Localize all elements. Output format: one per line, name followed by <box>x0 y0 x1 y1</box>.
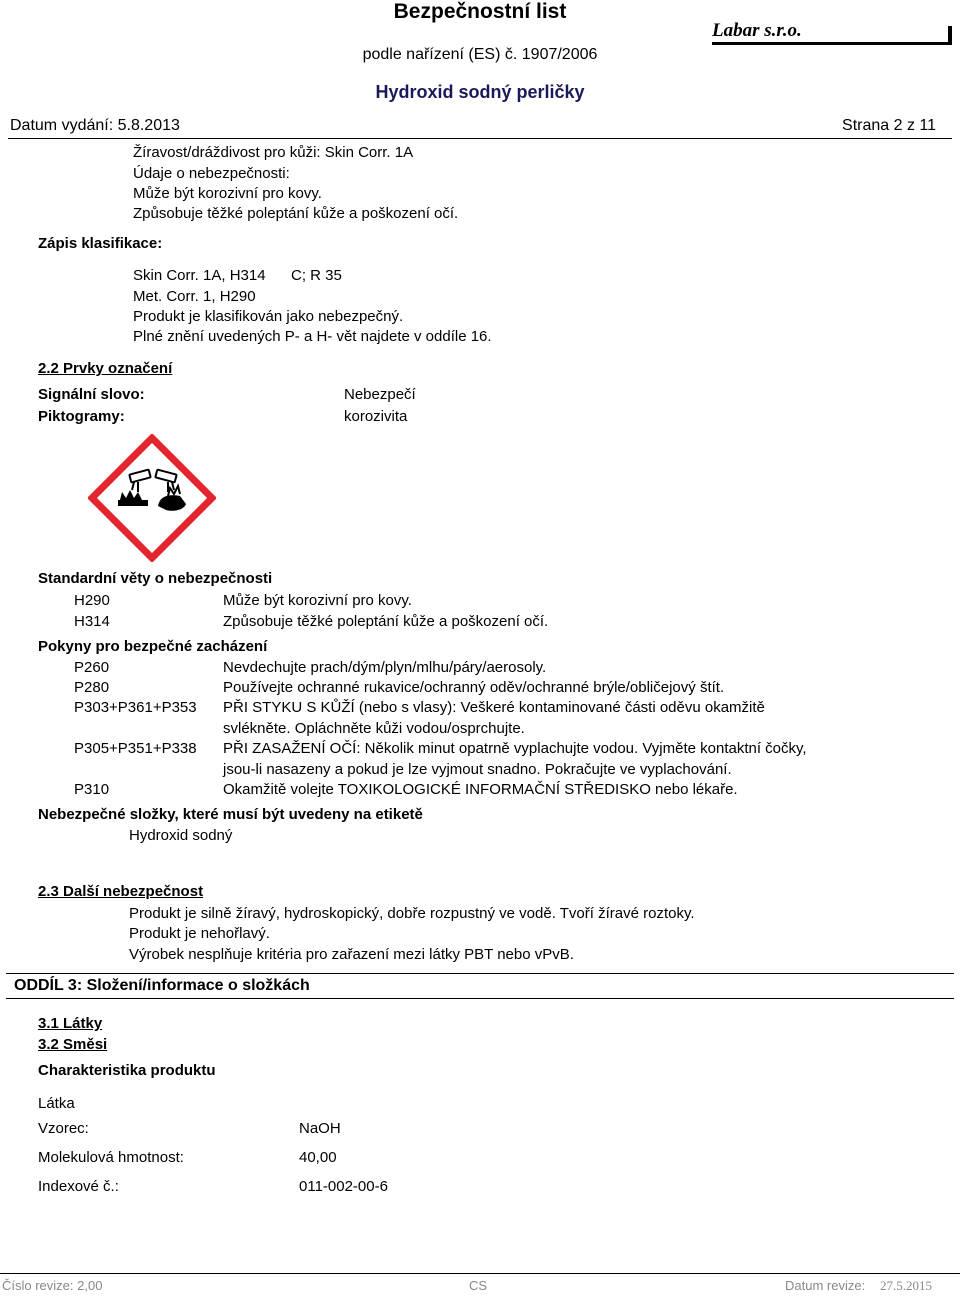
precautionary-code: P260 <box>74 659 110 676</box>
signal-word-label: Signální slovo: <box>38 386 145 403</box>
header-divider <box>8 138 952 139</box>
corrosion-pictogram-icon <box>88 434 216 562</box>
revision-number: Číslo revize: 2,00 <box>2 1278 103 1293</box>
label-components-heading: Nebezpečné složky, které musí být uvedeny na etiketě <box>38 806 423 823</box>
other-hazards-line: Výrobek nesplňuje kritéria pro zařazení mezi látky PBT nebo vPvB. <box>129 946 574 963</box>
regulation-reference: podle nařízení (ES) č. 1907/2006 <box>362 46 598 63</box>
molecular-weight-label: Molekulová hmotnost: <box>38 1149 184 1166</box>
hazard-code: H314 <box>74 613 110 630</box>
product-name: Hydroxid sodný perličky <box>375 82 585 102</box>
precautionary-text: Používejte ochranné rukavice/ochranný oděv/ochranné brýle/obličejový štít. <box>223 679 725 696</box>
precautionary-text: Nevdechujte prach/dým/plyn/mlhu/páry/aerosoly. <box>223 659 547 676</box>
section-heading-other-hazards: 2.3 Další nebezpečnost <box>38 883 204 900</box>
formula-value: NaOH <box>299 1120 341 1137</box>
issue-date: Datum vydání: 5.8.2013 <box>10 117 180 134</box>
classification-line: Plné znění uvedených P- a H- vět najdete v oddíle 16. <box>133 328 492 345</box>
revision-date-label: Datum revize: <box>785 1278 866 1293</box>
document-title: Bezpečnostní list <box>393 0 567 23</box>
hazard-text: Může být korozivní pro kovy. <box>223 592 412 609</box>
section-heading-label-elements: 2.2 Prvky označení <box>38 360 173 377</box>
subsection-mixtures: 3.2 Směsi <box>38 1036 108 1053</box>
precautionary-text-continued: jsou-li nasazeny a pokud je lze vyjmout snadno. Pokračujte ve vyplachování. <box>223 761 732 778</box>
pictogram-label: Piktogramy: <box>38 408 125 425</box>
classification-line: Produkt je klasifikován jako nebezpečný. <box>133 308 404 325</box>
subsection-substances: 3.1 Látky <box>38 1015 103 1032</box>
section3-title: ODDÍL 3: Složení/informace o složkách <box>14 977 310 994</box>
molecular-weight-value: 40,00 <box>299 1149 337 1166</box>
label-component-name: Hydroxid sodný <box>129 827 233 844</box>
header-rule <box>712 42 952 45</box>
precautionary-text: PŘI STYKU S KŮŽÍ (nebo s vlasy): Veškeré kontaminované části oděvu okamžitě <box>223 699 765 716</box>
precautionary-text: Okamžitě volejte TOXIKOLOGICKÉ INFORMAČNÍ STŘEDISKO nebo lékaře. <box>223 781 738 798</box>
precautionary-text: PŘI ZASAŽENÍ OČÍ: Několik minut opatrně vyplachujte vodou. Vyjměte kontaktní čočky, <box>223 740 807 757</box>
signal-word-value: Nebezpečí <box>344 386 416 403</box>
classification-ghs: Skin Corr. 1A, H314 <box>133 267 266 284</box>
hazard-code: H290 <box>74 592 110 609</box>
page-number: Strana 2 z 11 <box>842 117 936 134</box>
header-rule-end <box>948 26 952 45</box>
revision-date: 27.5.2015 <box>880 1278 932 1293</box>
index-number-label: Indexové č.: <box>38 1178 119 1195</box>
precautionary-heading: Pokyny pro bezpečné zacházení <box>38 638 268 655</box>
classification-line: Met. Corr. 1, H290 <box>133 288 256 305</box>
hazard-info-line: Způsobuje těžké poleptání kůže a poškození očí. <box>133 205 459 222</box>
precautionary-code: P303+P361+P353 <box>74 699 197 716</box>
language-code: CS <box>469 1278 488 1293</box>
substance-label: Látka <box>38 1095 75 1112</box>
hazard-info-line: Údaje o nebezpečnosti: <box>133 165 290 182</box>
classification-dsd: C; R 35 <box>291 267 342 284</box>
hazard-info-line: Žíravost/dráždivost pro kůži: Skin Corr. 1A <box>133 144 414 161</box>
classification-label: Zápis klasifikace: <box>38 235 163 252</box>
hazard-statements-heading: Standardní věty o nebezpečnosti <box>38 570 273 587</box>
company-name: Labar s.r.o. <box>712 20 802 41</box>
other-hazards-line: Produkt je silně žíravý, hydroskopický, dobře rozpustný ve vodě. Tvoří žíravé roztoky. <box>129 905 695 922</box>
index-number-value: 011-002-00-6 <box>299 1178 388 1195</box>
hazard-info-line: Může být korozivní pro kovy. <box>133 185 322 202</box>
formula-label: Vzorec: <box>38 1120 89 1137</box>
hazard-text: Způsobuje těžké poleptání kůže a poškození očí. <box>223 613 549 630</box>
precautionary-code: P280 <box>74 679 110 696</box>
other-hazards-line: Produkt je nehořlavý. <box>129 925 270 942</box>
precautionary-code: P305+P351+P338 <box>74 740 197 757</box>
product-characteristics-heading: Charakteristika produktu <box>38 1062 216 1079</box>
footer-divider <box>0 1273 960 1274</box>
precautionary-code: P310 <box>74 781 110 798</box>
precautionary-text-continued: svlékněte. Opláchněte kůži vodou/osprchujte. <box>223 720 525 737</box>
pictogram-value: korozivita <box>344 408 408 425</box>
